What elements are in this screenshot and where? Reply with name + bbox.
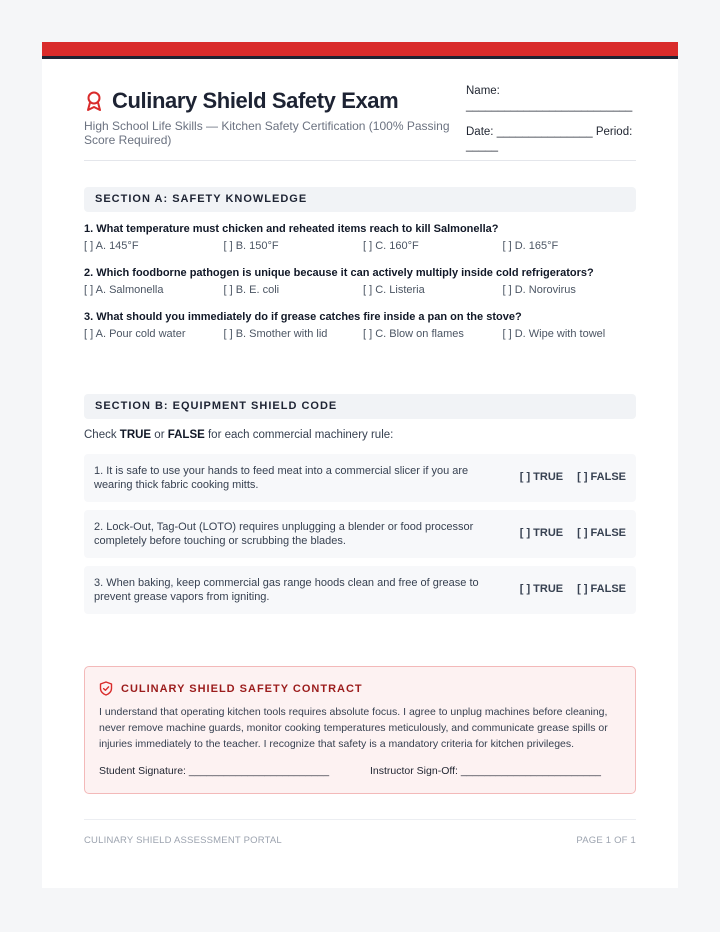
period-field[interactable]: _____ bbox=[466, 140, 498, 152]
statement-text: 3. When baking, keep commercial gas range hoods clean and free of grease to prevent grease vapors from igniting. bbox=[94, 577, 479, 603]
award-ribbon-icon bbox=[84, 90, 104, 112]
exam-header bbox=[84, 85, 636, 152]
intro-or: or bbox=[151, 429, 168, 441]
shield-check-icon bbox=[99, 681, 113, 696]
intro-false: FALSE bbox=[167, 429, 205, 441]
page-subtitle: High School Life Skills — Kitchen Safety Certification (100% Passing Score Required) bbox=[84, 119, 450, 147]
option-c[interactable]: [ ] C. Listeria bbox=[363, 284, 425, 296]
question-text: 1. What temperature must chicken and reheated items reach to kill Salmonella? bbox=[84, 223, 499, 235]
answer-options bbox=[84, 328, 644, 341]
option-d[interactable]: [ ] D. Wipe with towel bbox=[502, 328, 606, 340]
option-a[interactable]: [ ] A. Pour cold water bbox=[84, 328, 186, 340]
answer-options bbox=[84, 240, 644, 253]
option-d[interactable]: [ ] D. Norovirus bbox=[502, 284, 576, 296]
true-checkbox[interactable]: [ ] TRUE bbox=[519, 471, 564, 483]
footer-page-number: PAGE 1 OF 1 bbox=[576, 835, 636, 846]
false-checkbox[interactable]: [ ] FALSE bbox=[577, 471, 626, 483]
question-text: 3. What should you immediately do if grease catches fire inside a pan on the stove? bbox=[84, 311, 522, 323]
safety-contract bbox=[84, 666, 636, 794]
true-checkbox[interactable]: [ ] TRUE bbox=[519, 527, 564, 539]
option-d[interactable]: [ ] D. 165°F bbox=[502, 240, 559, 252]
option-b[interactable]: [ ] B. E. coli bbox=[223, 284, 280, 296]
option-c[interactable]: [ ] C. Blow on flames bbox=[363, 328, 464, 340]
option-b[interactable]: [ ] B. Smother with lid bbox=[223, 328, 328, 340]
name-label: Name: bbox=[466, 85, 500, 97]
intro-prefix: Check bbox=[84, 429, 120, 441]
statement-text: 2. Lock-Out, Tag-Out (LOTO) requires unplugging a blender or food processor completely before touching or scrubbing the blades. bbox=[94, 521, 474, 547]
section-b-instructions bbox=[84, 429, 393, 441]
question-1 bbox=[84, 223, 644, 253]
contract-body: I understand that operating kitchen tools requires absolute focus. I agree to unplug machines before cleaning, never remove machine guards, monitor cooking temperatures meticulously, and communicate grease spills or injuries immediately to the teacher. I recognize that safety is a mandatory criteria for kitchen privileges. bbox=[99, 706, 608, 750]
statement-text: 1. It is safe to use your hands to feed meat into a commercial slicer if you are wearing thick fabric cooking mitts. bbox=[94, 465, 469, 491]
tf-statement-2 bbox=[84, 510, 636, 558]
option-c[interactable]: [ ] C. 160°F bbox=[363, 240, 419, 252]
option-a[interactable]: [ ] A. Salmonella bbox=[84, 284, 164, 296]
date-label: Date: bbox=[466, 126, 494, 138]
header-divider bbox=[84, 160, 636, 161]
false-checkbox[interactable]: [ ] FALSE bbox=[577, 583, 626, 595]
name-field[interactable]: __________________________ bbox=[466, 100, 633, 112]
section-b-heading: SECTION B: EQUIPMENT SHIELD CODE bbox=[84, 394, 636, 419]
tf-statement-3 bbox=[84, 566, 636, 614]
answer-options bbox=[84, 284, 644, 297]
true-checkbox[interactable]: [ ] TRUE bbox=[519, 583, 564, 595]
contract-header bbox=[99, 681, 363, 696]
top-accent-rule bbox=[42, 56, 678, 59]
intro-true: TRUE bbox=[119, 429, 152, 441]
section-a-heading: SECTION A: SAFETY KNOWLEDGE bbox=[84, 187, 636, 212]
date-period-row bbox=[466, 125, 636, 153]
intro-suffix: for each commercial machinery rule: bbox=[204, 429, 394, 441]
period-label: Period: bbox=[595, 126, 633, 138]
contract-title: CULINARY SHIELD SAFETY CONTRACT bbox=[121, 682, 363, 695]
tf-options bbox=[520, 527, 626, 539]
tf-options bbox=[520, 583, 626, 595]
date-field[interactable]: _______________ bbox=[496, 126, 593, 138]
question-3 bbox=[84, 311, 644, 341]
false-checkbox[interactable]: [ ] FALSE bbox=[577, 527, 626, 539]
option-a[interactable]: [ ] A. 145°F bbox=[84, 240, 139, 252]
student-signature-field[interactable]: Student Signature: ________________________ bbox=[99, 765, 330, 777]
footer-divider bbox=[84, 819, 636, 820]
student-info bbox=[466, 84, 636, 153]
question-2 bbox=[84, 267, 644, 297]
tf-options bbox=[520, 471, 626, 483]
tf-statement-1 bbox=[84, 454, 636, 502]
question-text: 2. Which foodborne pathogen is unique because it can actively multiply inside cold refrigerators? bbox=[84, 267, 594, 279]
option-b[interactable]: [ ] B. 150°F bbox=[223, 240, 279, 252]
instructor-signoff-field[interactable]: Instructor Sign-Off: ________________________ bbox=[370, 765, 601, 777]
footer-portal-name: CULINARY SHIELD ASSESSMENT PORTAL bbox=[84, 835, 282, 846]
exam-page bbox=[42, 42, 678, 888]
top-accent-bar bbox=[42, 42, 678, 56]
page-title: Culinary Shield Safety Exam bbox=[112, 88, 399, 113]
